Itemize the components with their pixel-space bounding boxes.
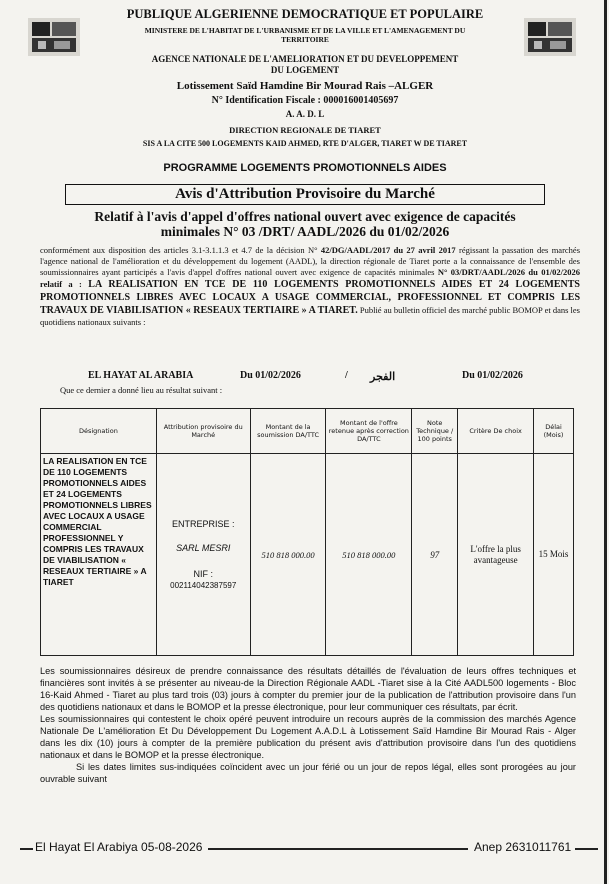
- cell-attribution: [156, 454, 250, 656]
- table-row: [41, 454, 574, 656]
- intro-paragraph: [40, 245, 580, 328]
- entreprise-label: ENTREPRISE :: [171, 518, 235, 529]
- header-attribution: Attribution provisoire du Marché: [156, 409, 250, 454]
- notice-body: [40, 665, 576, 785]
- cell-critere: L'offre la plus avantageuse: [458, 454, 534, 656]
- intro-text-1: conformément aux disposition des articles 3.1-3.1.1.3 et 4.7 de la décision N°: [40, 245, 318, 255]
- press-date-2: Du 01/02/2026: [462, 370, 523, 381]
- intro-project: LA REALISATION EN TCE DE 110 LOGEMENTS PROMOTIONNELS AIDES ET 24 LOGEMENTS PROMOTIONNELS LIBRES AVEC LOCAUX A USAGE COMMERCIAL, PROFESSIONNEL ET COMPRIS LES TRAVAUX DE VIABILISATION « RESEAUX TERTIAIRE » A TIARET.: [40, 279, 580, 316]
- award-table: [40, 408, 574, 656]
- footer-anep-number: Anep 2631011761: [468, 840, 575, 854]
- press-separator: /: [345, 370, 348, 381]
- body-paragraph-1: Les soumissionnaires désireux de prendre connaissance des résultats détaillés de l'évaluation de leurs offres techniques et financières sont invités à se présenter au niveau-de la Direction Régionale AADL -Tiaret sise à la Cité AADL500 logements - Bloc 16-Kaid Ahmed - Tiaret au plus tard trois (03) jours à compter du premier jour de la publication de l'attribution provisoire dans l'un des quotidiens nationaux et dans le BOMOP et la presse électronique, pour leur communiquer ces résultats, par écrit.: [40, 666, 576, 712]
- agency-acronym: A. A. D. L: [285, 109, 325, 119]
- ministry-heading: [100, 26, 510, 44]
- cell-delai: 15 Mois: [534, 454, 574, 656]
- cell-note: 97: [412, 454, 458, 656]
- cell-designation: LA REALISATION EN TCE DE 110 LOGEMENTS PROMOTIONNELS AIDES ET 24 LOGEMENTS PROMOTIONNELS LIBRES AVEC LOCAUX A USAGE COMMERCIAL PROFESSIONNEL Y COMPRIS LES TRAVAUX DE VIABILISATION « RESEAUX TERTIAIRE » A TIARET: [41, 454, 157, 656]
- intro-decision: 42/DG/AADL/2017 du 27 avril 2017: [320, 245, 456, 255]
- page-edge-rule: [604, 0, 607, 884]
- subtitle-line-2: minimales N° 03 /DRT/ AADL/2026 du 01/02/2026: [160, 224, 450, 239]
- agency-address: Lotissement Saïd Hamdine Bir Mourad Rais –ALGER: [176, 80, 434, 92]
- header-montant-soumission: Montant de la soumission DA/TTC: [250, 409, 326, 454]
- press-paper-2: الفجر: [370, 371, 396, 383]
- cell-montant-soumission: 510 818 000.00: [250, 454, 326, 656]
- header-note: Note Technique / 100 points: [412, 409, 458, 454]
- entreprise-name: SARL MESRI: [176, 542, 231, 553]
- intro-text-2: régissant la passation des marchés l'agence national de l'amélioration et du développement du logement (AADL), la direction régionale de Tiaret porte a la connaissance de l'ensemble des soumissionnaires ayant participés a l'avis d'appel d'offres national ouvert avec exigence de capacités minimales: [40, 245, 581, 277]
- header-montant-retenu: Montant de l'offre retenue après correction DA/TTC: [326, 409, 412, 454]
- nif-label: NIF :: [193, 568, 213, 579]
- ministry-line-2: TERRITOIRE: [281, 35, 329, 44]
- fiscal-id: N° Identification Fiscale : 000016001405697: [211, 95, 399, 106]
- intro-text-3: Publié au bulletin officiel des marché public BOMOP et dans les quotidiens nationaux suivants :: [40, 305, 580, 327]
- subtitle-line-1: Relatif à l'avis d'appel d'offres national ouvert avec exigence de capacités: [94, 209, 516, 224]
- direction-site: SIS A LA CITE 500 LOGEMENTS KAID AHMED, RTE D'ALGER, TIARET W DE TIARET: [142, 139, 468, 148]
- press-date-1: Du 01/02/2026: [240, 370, 301, 381]
- agency-logo-right: [520, 16, 580, 62]
- cell-montant-retenu: 510 818 000.00: [326, 454, 412, 656]
- footer-publication: El Hayat El Arabiya 05-08-2026: [33, 840, 208, 854]
- notice-subtitle: [50, 209, 560, 239]
- table-header-row: [41, 409, 574, 454]
- notice-title: Avis d'Attribution Provisoire du Marché: [65, 184, 545, 205]
- header-designation: Désignation: [41, 409, 157, 454]
- republic-heading: PUBLIQUE ALGERIENNE DEMOCRATIQUE ET POPULAIRE: [126, 7, 484, 21]
- nif-value: 002114042387597: [170, 580, 237, 590]
- agency-line-1: AGENCE NATIONALE DE L'AMELIORATION ET DU DEVELOPPEMENT: [151, 54, 459, 64]
- press-paper-1: EL HAYAT AL ARABIA: [88, 370, 194, 381]
- program-heading: PROGRAMME LOGEMENTS PROMOTIONNELS AIDES: [163, 162, 447, 174]
- regional-direction: DIRECTION REGIONALE DE TIARET: [229, 125, 381, 135]
- body-paragraph-2: Les soumissionnaires qui contestent le choix opéré peuvent introduire un recours auprès de la commission des marchés Agence Nationale De L'amélioration Et Du Développement Du Logement A.A.D.L à Lotissement Saïd Hamdine Bir Mourad Rais - Alger dans les dix (10) jours à compter de la première publication du présent avis d'attribution provisoire dans l'un des quotidiens nationaux et dans le BOMOP et la presse électronique.: [40, 714, 576, 760]
- header-critere: Critère De choix: [458, 409, 534, 454]
- agency-logo-left: [24, 16, 84, 62]
- body-paragraph-3: Si les dates limites sus-indiquées coïncident avec un jour férié ou un jour de repos légal, elles sont prorogées au jour ouvrable suivant: [40, 762, 576, 784]
- header-delai: Délai (Mois): [534, 409, 574, 454]
- ministry-line-1: MINISTERE DE L'HABITAT DE L'URBANISME ET DE LA VILLE ET L'AMENAGEMENT DU: [144, 26, 466, 35]
- result-intro: Que ce dernier a donné lieu au résultat suivant :: [60, 385, 223, 395]
- intro-reference: N° 03/DRT/AADL/2026 du 01/02/2026 relatif a :: [40, 267, 580, 289]
- agency-heading: [100, 54, 510, 76]
- agency-line-2: DU LOGEMENT: [270, 65, 340, 75]
